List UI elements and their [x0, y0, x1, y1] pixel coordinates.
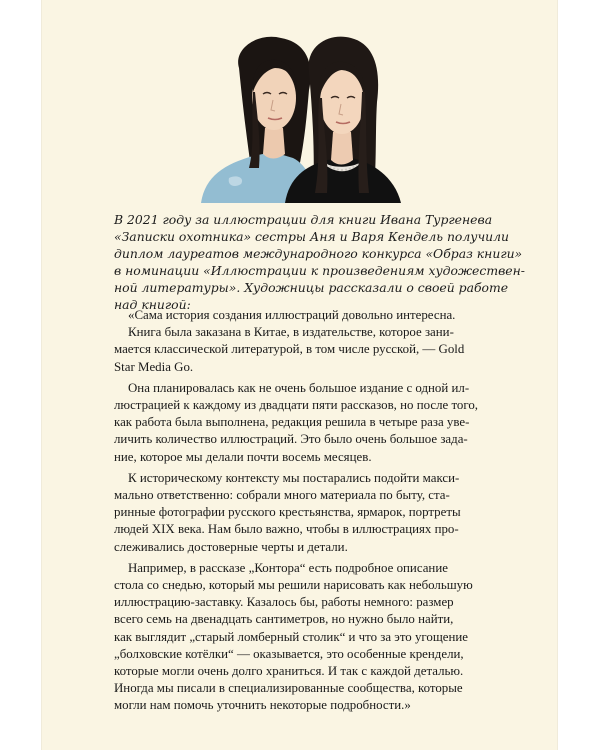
paragraph: [114, 380, 494, 466]
paragraph-line: ринные фотографии русского крестьянства, ярмарок, портреты: [114, 505, 461, 520]
paragraph-line: К историческому контексту мы постарались подойти макси-: [128, 470, 460, 485]
intro-line: диплом лауреатов международного конкурса «Образ книги»: [114, 246, 523, 261]
intro-line: в номинации «Иллюстрации к произведениям художествен-: [114, 263, 525, 278]
paragraph-line: стола со снедью, который мы решили нарисовать как небольшую: [114, 578, 473, 593]
intro-line: ной литературы». Художницы рассказали о своей работе: [114, 280, 509, 295]
paragraph-line: иллюстрацию-заставку. Казалось бы, работы немного: размер: [114, 595, 454, 610]
paragraph-line: ние, которое мы делали почти восемь месяцев.: [114, 449, 372, 464]
intro-line: над книгой:: [114, 297, 191, 312]
paragraph-line: как работа была выполнена, редакция решила в четыре раза уве-: [114, 415, 470, 430]
paragraph: [114, 307, 494, 376]
paragraph-line: „болховские котёлки“ — оказывается, это особенные крендели,: [114, 646, 464, 661]
paragraph-line: мается классической литературой, в том числе русской, — Gold: [114, 342, 465, 357]
paragraph-line: всего семь на двенадцать сантиметров, но нужно было найти,: [114, 612, 454, 627]
paragraph-line: которые могли очень долго храниться. И так с каждой деталью.: [114, 664, 464, 679]
paragraph-line: как выглядит „старый ломберный столик“ и что за это угощение: [114, 629, 468, 644]
book-page: [41, 0, 558, 750]
intro-caption: [114, 211, 525, 313]
paragraph: [114, 470, 494, 556]
paragraph-line: людей XIX века. Нам было важно, чтобы в иллюстрациях про-: [114, 522, 459, 537]
paragraph: [114, 560, 494, 715]
paragraph-line: Например, в рассказе „Контора“ есть подробное описание: [128, 560, 448, 575]
paragraph-line: «Сама история создания иллюстраций довольно интересна.: [128, 308, 456, 322]
quote-body: [114, 307, 494, 719]
paragraph-line: люстрацией к каждому из двадцати пяти рассказов, но после того,: [114, 398, 479, 413]
paragraph-line: слеживались достоверные черты и детали.: [114, 539, 348, 554]
paragraph-line: Иногда мы писали в специализированные сообщества, которые: [114, 681, 463, 696]
paragraph-line: Star Media Go.: [114, 359, 194, 374]
paragraph-line: могли нам помочь уточнить некоторые подробности.»: [114, 698, 411, 713]
intro-line: «Записки охотника» сестры Аня и Варя Кендель получили: [114, 229, 510, 244]
paragraph-line: личить количество иллюстраций. Это было очень большое зада-: [114, 432, 468, 447]
paragraph-line: Книга была заказана в Китае, в издательстве, которое зани-: [128, 325, 454, 340]
intro-line: В 2021 году за иллюстрации для книги Ивана Тургенева: [114, 212, 493, 227]
paragraph-line: Она планировалась как не очень большое издание с одной ил-: [128, 380, 470, 395]
paragraph-line: мально ответственно: собрали много материала по быту, ста-: [114, 488, 450, 503]
twin-sisters-illustration: [181, 28, 411, 203]
